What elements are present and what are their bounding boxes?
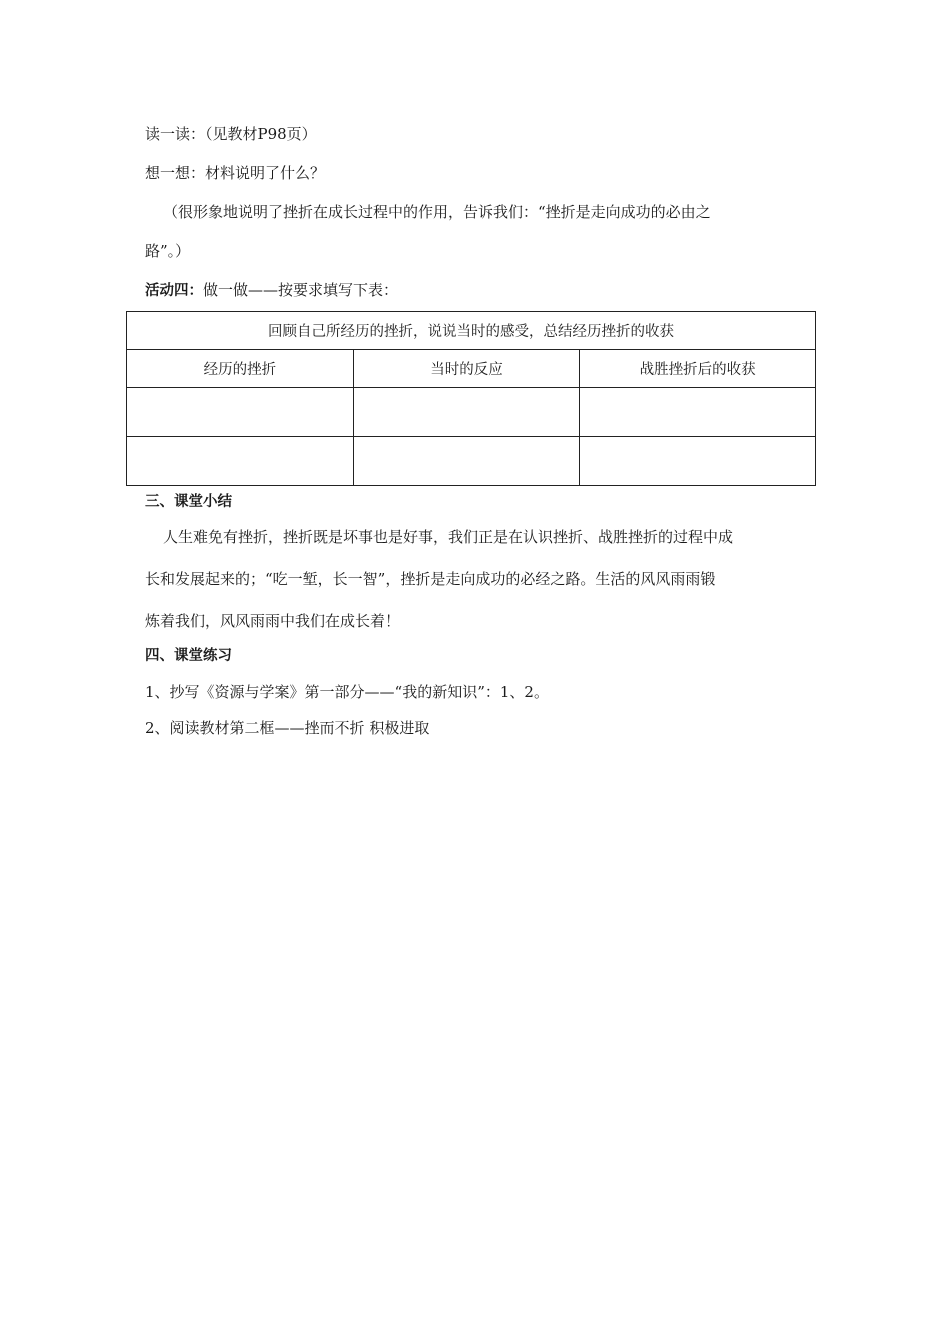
table-header-reaction: 当时的反应 bbox=[353, 350, 580, 388]
practice-item-2: 2、阅读教材第二框——挫而不折 积极进取 bbox=[145, 719, 430, 737]
think-prompt: 想一想：材料说明了什么？ bbox=[145, 164, 326, 182]
summary-line-2: 长和发展起来的；“吃一堑，长一智”，挫折是走向成功的必经之路。生活的风风雨雨锻 bbox=[145, 570, 716, 588]
read-prompt: 读一读：（见教材P98页） bbox=[145, 125, 317, 143]
summary-line-3: 炼着我们，风风雨雨中我们在成长着！ bbox=[145, 612, 401, 630]
summary-line-1: 人生难免有挫折，挫折既是坏事也是好事，我们正是在认识挫折、战胜挫折的过程中成 bbox=[163, 528, 734, 546]
activity-text: 做一做——按要求填写下表： bbox=[203, 281, 399, 299]
table-cell[interactable] bbox=[127, 437, 354, 486]
practice-heading: 四、课堂练习 bbox=[145, 648, 232, 664]
table-row bbox=[127, 388, 816, 437]
summary-heading: 三、课堂小结 bbox=[145, 494, 232, 510]
table-cell[interactable] bbox=[580, 388, 816, 437]
table-cell[interactable] bbox=[127, 388, 354, 437]
table-title: 回顾自己所经历的挫折，说说当时的感受，总结经历挫折的收获 bbox=[127, 312, 816, 350]
table-cell[interactable] bbox=[580, 437, 816, 486]
table-cell[interactable] bbox=[353, 388, 580, 437]
reflection-table bbox=[126, 311, 816, 486]
table-header-gain: 战胜挫折后的收获 bbox=[580, 350, 816, 388]
table-row bbox=[127, 437, 816, 486]
table-cell[interactable] bbox=[353, 437, 580, 486]
answer-line-2: 路”。） bbox=[145, 242, 191, 260]
activity-label: 活动四： bbox=[145, 283, 203, 299]
answer-line-1: （很形象地说明了挫折在成长过程中的作用，告诉我们：“挫折是走向成功的必由之 bbox=[163, 203, 711, 221]
practice-item-1: 1、抄写《资源与学案》第一部分——“我的新知识”：1、2。 bbox=[145, 683, 549, 701]
table-header-setback: 经历的挫折 bbox=[127, 350, 354, 388]
activity-four bbox=[145, 280, 398, 301]
